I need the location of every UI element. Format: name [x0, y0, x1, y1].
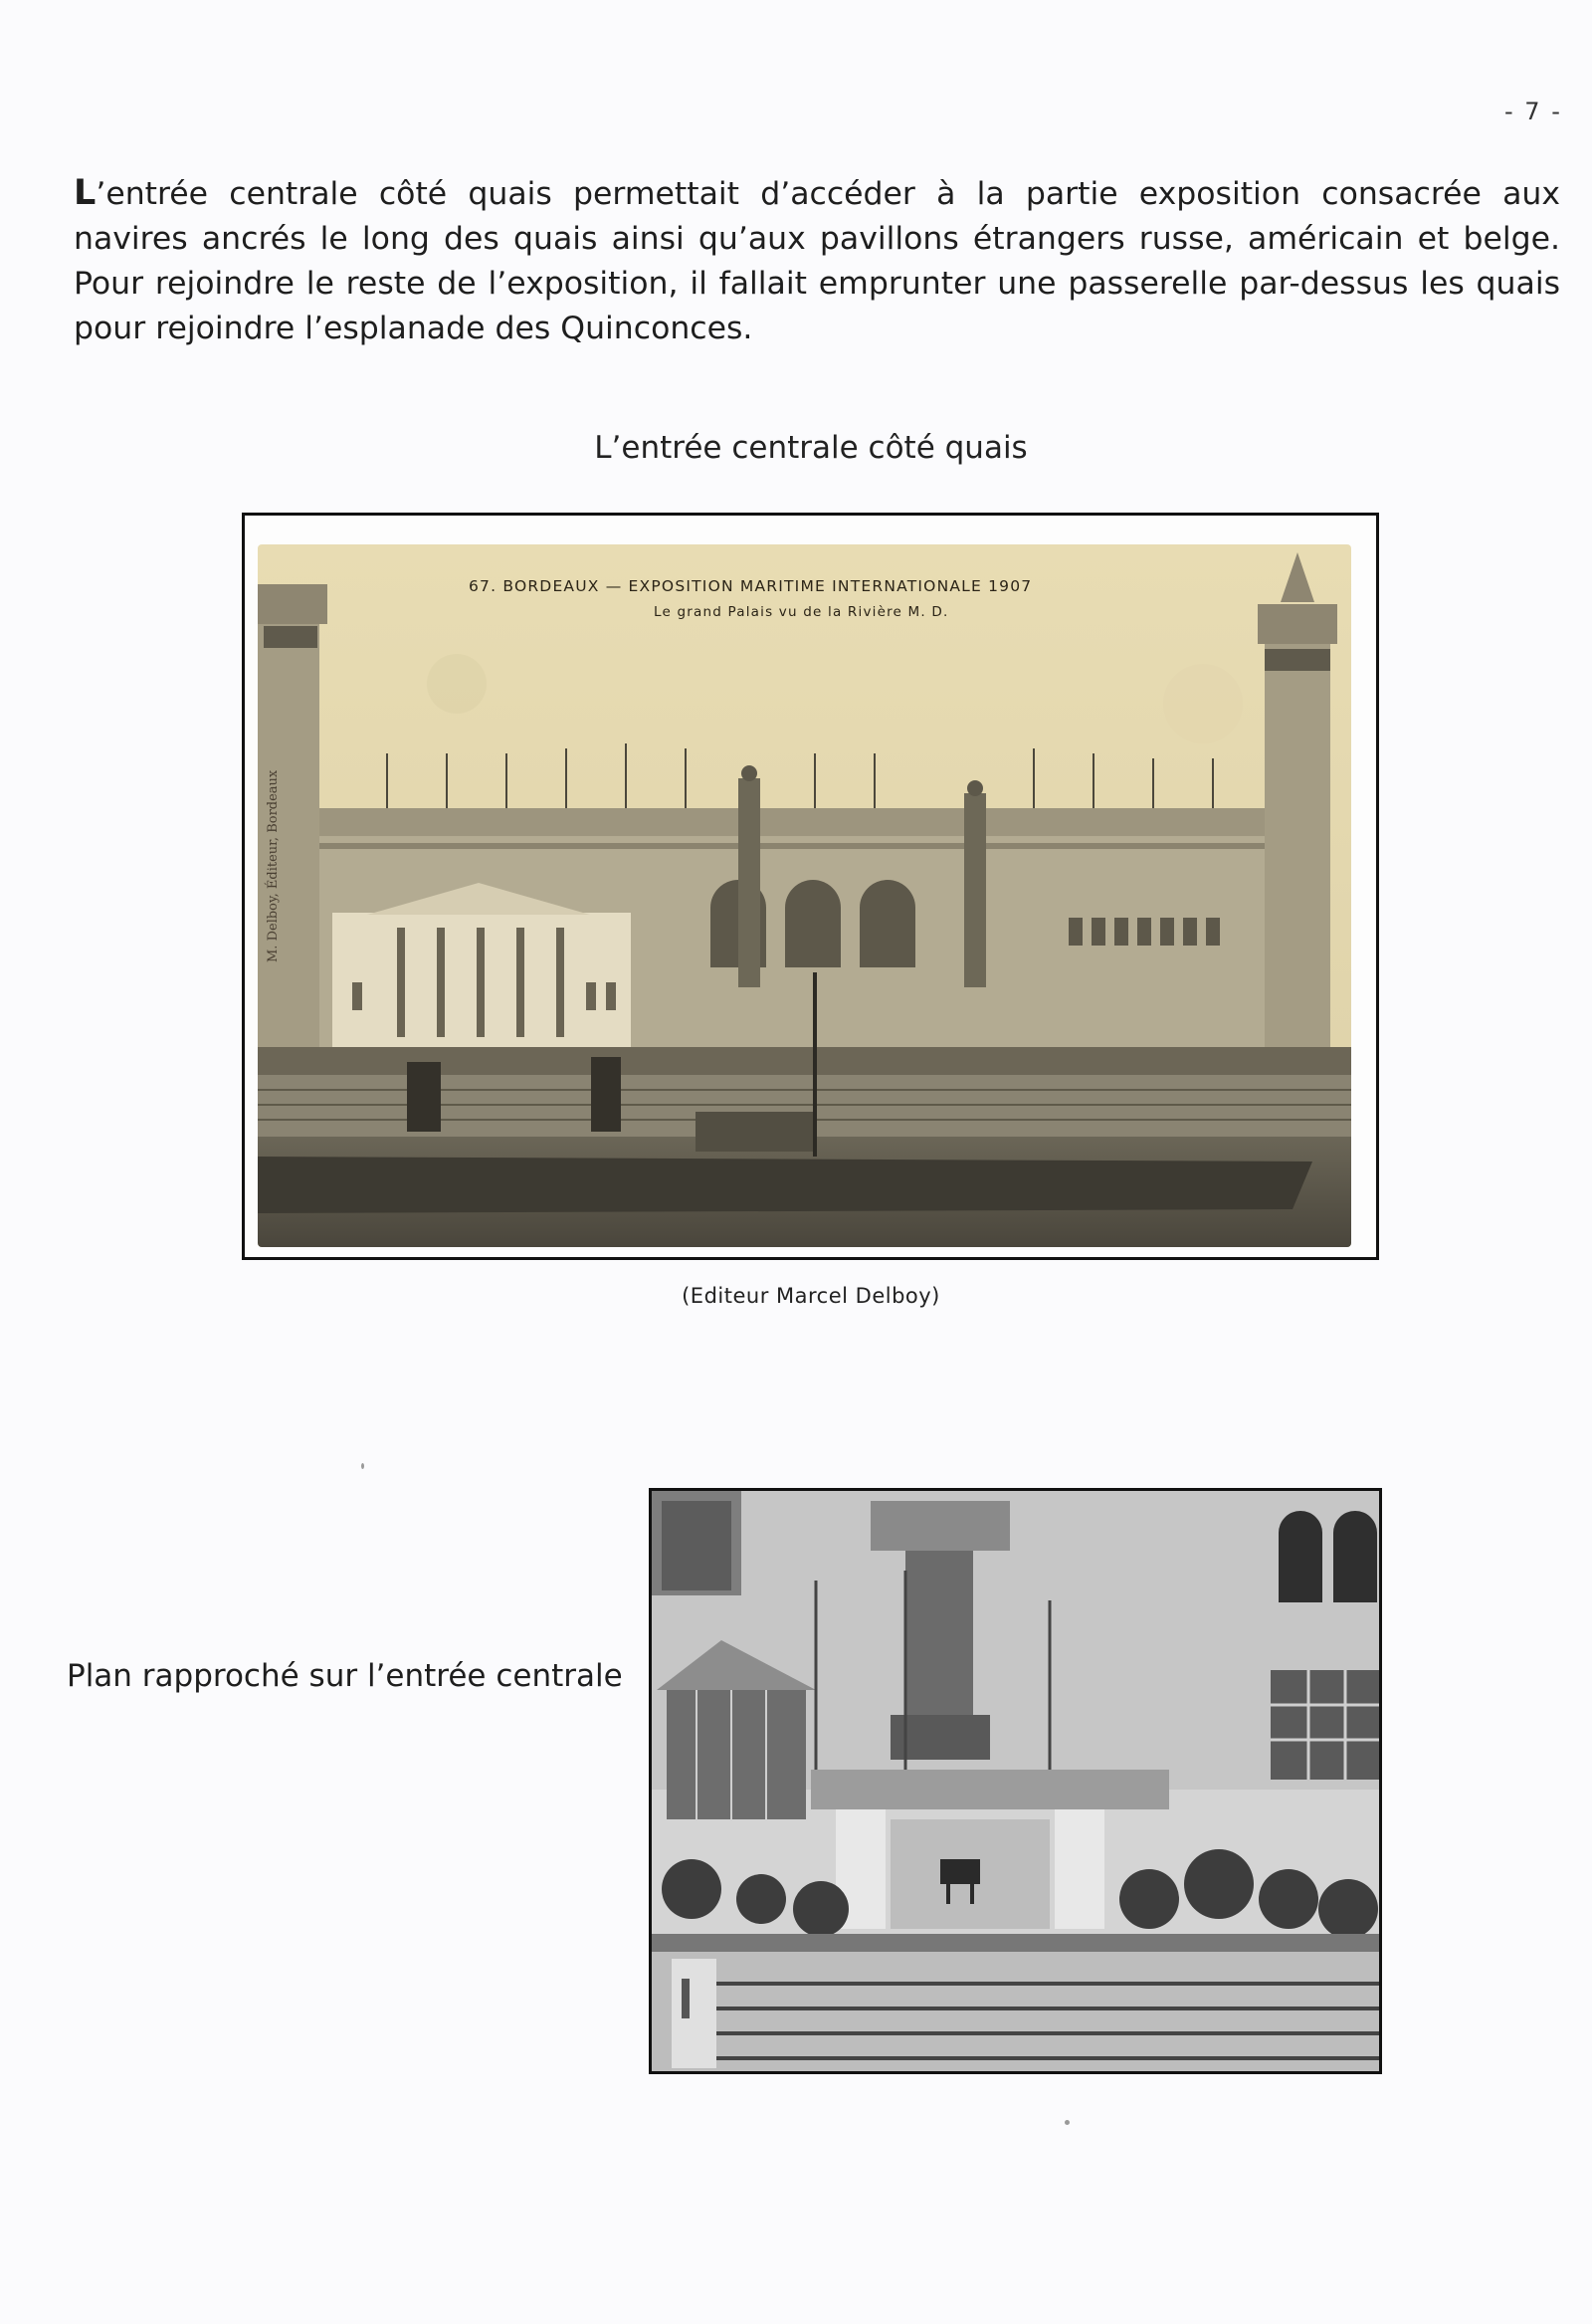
- postcard-subtitle-line: Le grand Palais vu de la Rivière M. D.: [654, 604, 949, 620]
- paper-speck: [361, 1463, 364, 1469]
- closeup-image: [649, 1488, 1382, 2074]
- intro-text: ’entrée centrale côté quais permettait d’accéder à la partie exposition consacrée aux navires ancrés le long des quais ainsi qu’aux pavillons étrangers russe, américain et belge. Pour rejoindre le reste de l’exposition, il fallait emprunter une passerelle par-dessus les quais pour rejoindre l’esplanade des Quinconces.: [74, 176, 1560, 346]
- figure2-caption: Plan rapproché sur l’entrée centrale: [67, 1658, 623, 1694]
- paper-speck: [1065, 2120, 1070, 2125]
- intro-paragraph: [74, 171, 1560, 351]
- postcard-image: [258, 544, 1351, 1247]
- postcard-frame: [242, 513, 1379, 1260]
- postcard-title-line: 67. BORDEAUX — EXPOSITION MARITIME INTERNATIONALE 1907: [469, 577, 1033, 595]
- figure1-credit: (Editeur Marcel Delboy): [682, 1284, 940, 1308]
- intro-drop-letter: L: [74, 173, 97, 213]
- page-number: - 7 -: [1504, 98, 1562, 125]
- postcard-publisher-mark: M. Delboy, Éditeur, Bordeaux: [266, 769, 281, 962]
- figure1-title: L’entrée centrale côté quais: [594, 430, 1028, 466]
